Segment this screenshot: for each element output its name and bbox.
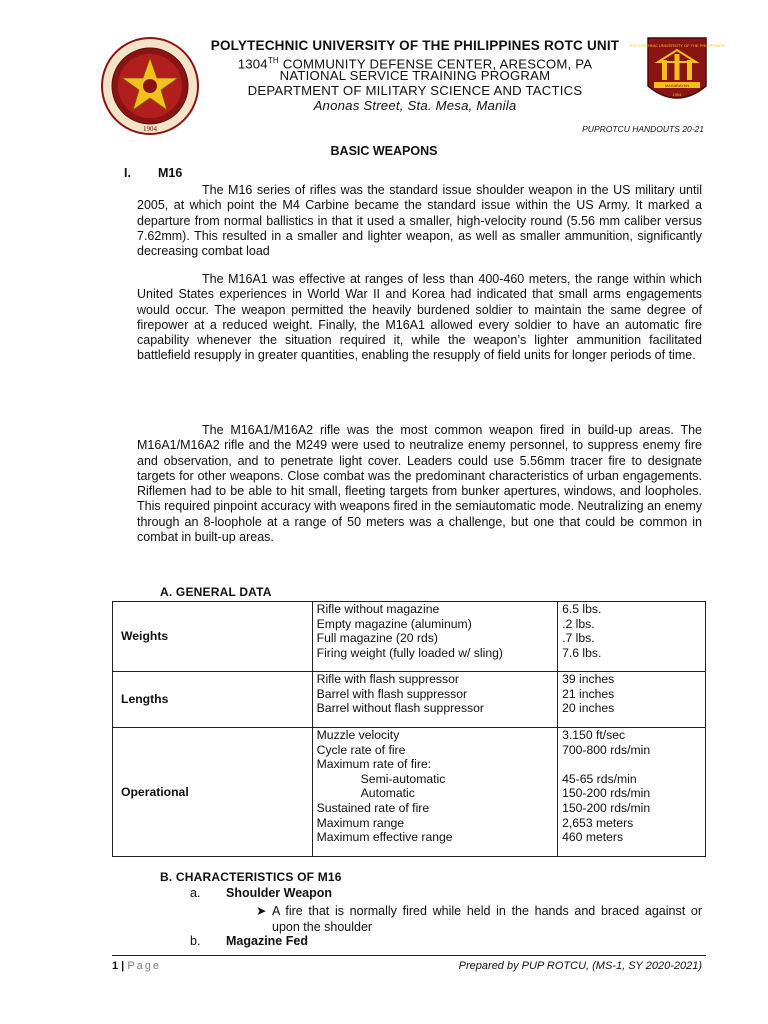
- paragraph-2-text: The M16A1 was effective at ranges of less than 400-460 meters, the range within which United States experiences in World War II and Korea had indicated that small arms engagements would occur. The weapon permitted the heavily burdened soldier to maintain the same degree of firepower at a reduced weight. Finally, the M16A1 allowed every soldier to have an automatic fire capability whenever the situation required it, while the weapon’s lighter ammunition facilitated battlefield resupply in greater quantities, enabling the resupply of field units for longer periods of time.: [137, 272, 702, 363]
- item-text: Rifle with flash suppressor: [316, 672, 459, 686]
- table-row: [113, 602, 706, 672]
- value-text: .7 lbs.: [562, 631, 595, 646]
- value-text: 21 inches: [562, 686, 615, 701]
- value-text: .2 lbs.: [562, 616, 595, 631]
- item-text: Maximum effective range: [316, 830, 453, 845]
- list-marker-b: b.: [190, 934, 201, 948]
- item-text: Cycle rate of fire: [316, 742, 406, 757]
- category-cell: Operational: [113, 728, 313, 857]
- item-cell: [312, 602, 557, 672]
- prepared-by: Prepared by PUP ROTCU, (MS-1, SY 2020-2021): [458, 960, 702, 972]
- value-text: [562, 757, 701, 772]
- general-data-table: [112, 601, 706, 857]
- header-line-4: DEPARTMENT OF MILITARY SCIENCE AND TACTICS: [247, 83, 583, 98]
- emblem-top-text: POLYTECHNIC UNIVERSITY OF THE PHILIPPINES: [629, 43, 725, 48]
- footer-divider: [112, 955, 706, 956]
- item-text: Maximum rate of fire:: [316, 757, 432, 772]
- page-separator: |: [118, 960, 128, 972]
- item-text: Automatic: [360, 786, 415, 801]
- value-text: 150-200 rds/min: [562, 786, 651, 801]
- value-text: 6.5 lbs.: [562, 602, 602, 616]
- value-cell: [558, 672, 706, 728]
- section-title: M16: [158, 166, 183, 180]
- item-text: Maximum range: [316, 815, 405, 830]
- characteristics-heading: B. CHARACTERISTICS OF M16: [160, 870, 342, 884]
- characteristic-b-title: Magazine Fed: [226, 934, 308, 948]
- section-number: I.: [124, 166, 131, 180]
- item-text: Rifle without magazine: [316, 602, 440, 616]
- list-marker-a: a.: [190, 886, 201, 900]
- emblem-year: 1904: [672, 92, 682, 97]
- item-cell: [312, 672, 557, 728]
- category-cell: Weights: [113, 602, 313, 672]
- item-text: Full magazine (20 rds): [316, 631, 438, 646]
- header-line-3: NATIONAL SERVICE TRAINING PROGRAM: [279, 68, 551, 83]
- page-number-value: 1: [112, 960, 119, 972]
- paragraph-1: [137, 183, 702, 259]
- item-text: Barrel with flash suppressor: [316, 686, 468, 701]
- header-unit-suffix: TH: [267, 56, 279, 65]
- category-cell: Lengths: [113, 672, 313, 728]
- value-text: 45-65 rds/min: [562, 771, 637, 786]
- value-text: 39 inches: [562, 672, 615, 686]
- value-cell: [558, 602, 706, 672]
- item-text: Semi-automatic: [360, 771, 446, 786]
- item-text: Barrel without flash suppressor: [316, 701, 484, 716]
- document-title: BASIC WEAPONS: [330, 144, 438, 158]
- item-text: Firing weight (fully loaded w/ sling): [316, 645, 503, 660]
- item-cell: [312, 728, 557, 857]
- item-text: Muzzle velocity: [316, 728, 400, 742]
- table-row: [113, 728, 706, 857]
- page-word: Page: [127, 960, 162, 972]
- paragraph-1-text: The M16 series of rifles was the standard issue shoulder weapon in the US military until 2005, at which point the M4 Carbine became the standard issue within the US Army. It marked a departure from normal ballistics in that it used a smaller, high-velocity round (5.56 mm caliber versus 7.62mm). This resulted in a smaller and lighter weapon, as well as smaller ammunition, significantly decreasing combat load: [137, 183, 702, 259]
- characteristic-a-title: Shoulder Weapon: [226, 886, 333, 900]
- general-data-heading: A. GENERAL DATA: [160, 585, 272, 599]
- value-text: 20 inches: [562, 701, 615, 716]
- rotc-unit-emblem: [629, 36, 725, 110]
- table-row: [113, 672, 706, 728]
- value-cell: [558, 728, 706, 857]
- characteristic-a-description: A fire that is normally fired while held in the hands and braced against or upon the shoulder: [272, 904, 702, 934]
- page-number: [112, 960, 161, 972]
- arrow-bullet-icon: ➤: [256, 904, 267, 918]
- emblem-band-text: MAKABAYAN: [664, 83, 690, 88]
- handout-reference: PUPROTCU HANDOUTS 20-21: [582, 124, 704, 134]
- header-unit-number: 1304: [237, 56, 268, 72]
- paragraph-3: [137, 423, 702, 545]
- item-text: Sustained rate of fire: [316, 800, 430, 815]
- paragraph-3-text: The M16A1/M16A2 rifle was the most common weapon fired in build-up areas. The M16A1/M16A2 rifle and the M249 were used to neutralize enemy personnel, to suppress enemy fire and observation, and to penetrate light cover. Leaders could use 5.56mm tracer fire to designate targets for other weapons. Close combat was the predominant characteristics of urban engagements. Riflemen had to be able to hit small, fleeting targets from bunker apertures, windows, and loopholes. This required pinpoint accuracy with weapons fired in the semiautomatic mode. Neutralizing an enemy through an 8-loophole at a range of 50 meters was a challenge, but one that could be common in combat in built-up areas.: [137, 423, 702, 545]
- header-unit-name: COMMUNITY DEFENSE CENTER, ARESCOM, PA: [278, 56, 593, 72]
- paragraph-2: [137, 272, 702, 364]
- header-title: POLYTECHNIC UNIVERSITY OF THE PHILIPPINES ROTC UNIT: [210, 38, 620, 53]
- value-text: 2,653 meters: [562, 815, 634, 830]
- value-text: 7.6 lbs.: [562, 645, 602, 660]
- item-text: Empty magazine (aluminum): [316, 616, 472, 631]
- value-text: 700-800 rds/min: [562, 742, 651, 757]
- seal-year: 1904: [143, 125, 157, 133]
- header-address: Anonas Street, Sta. Mesa, Manila: [313, 98, 517, 113]
- value-text: 3.150 ft/sec: [562, 728, 626, 742]
- value-text: 150-200 rds/min: [562, 800, 651, 815]
- value-text: 460 meters: [562, 830, 624, 845]
